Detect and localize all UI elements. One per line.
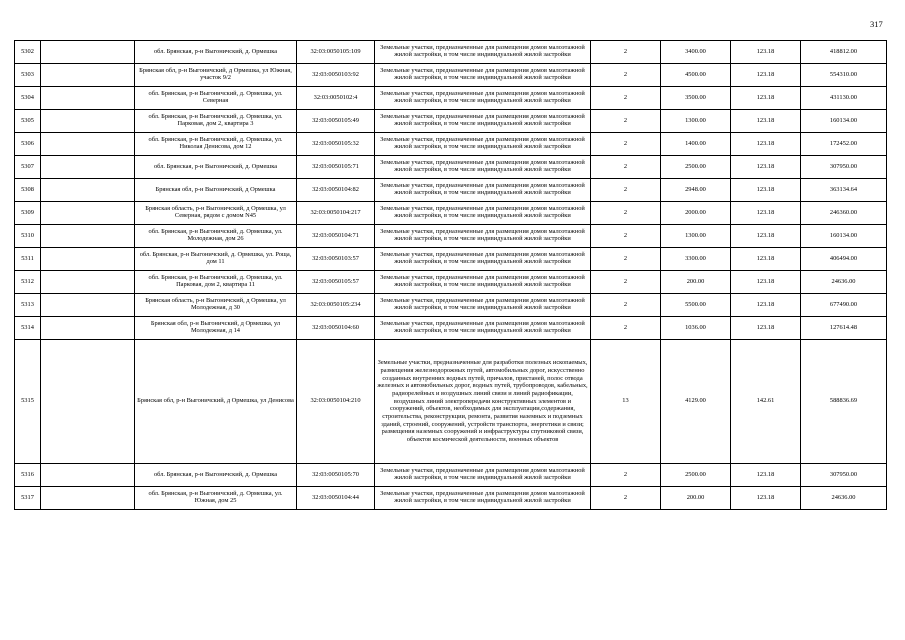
cadastral-value-cell: 406494.00	[801, 248, 887, 271]
cadastral-value-cell: 363134.64	[801, 179, 887, 202]
area-cell: 3300.00	[661, 248, 731, 271]
category-cell: 2	[591, 64, 661, 87]
address-cell: Брянская область, р-н Выгоничский, д Ормешка, ул Молодежная, д 30	[135, 294, 297, 317]
address-cell: Брянская обл, р-н Выгоничский, д Ормешка, ул Денисова	[135, 340, 297, 464]
permitted-use-cell: Земельные участки, предназначенные для размещения домов малоэтажной жилой застройки, в том числе индивидуальной жилой застройки	[375, 294, 591, 317]
category-cell: 2	[591, 487, 661, 510]
category-cell: 2	[591, 202, 661, 225]
empty-cell	[41, 317, 135, 340]
specific-value-cell: 142.61	[731, 340, 801, 464]
address-cell: обл. Брянская, р-н Выгоничский, д. Ормешка, ул. Молодежная, дом 26	[135, 225, 297, 248]
empty-cell	[41, 271, 135, 294]
permitted-use-cell: Земельные участки, предназначенные для размещения домов малоэтажной жилой застройки, в том числе индивидуальной жилой застройки	[375, 248, 591, 271]
table-row	[15, 340, 887, 464]
table-row	[15, 156, 887, 179]
area-cell: 2500.00	[661, 156, 731, 179]
specific-value-cell: 123.18	[731, 487, 801, 510]
row-number-cell: 5312	[15, 271, 41, 294]
cadastral-number-cell: 32:03:0050105:70	[297, 464, 375, 487]
cadastral-value-cell: 160134.00	[801, 110, 887, 133]
area-cell: 4129.00	[661, 340, 731, 464]
specific-value-cell: 123.18	[731, 87, 801, 110]
address-cell: обл. Брянская, р-н Выгоничский, д. Ормешка	[135, 156, 297, 179]
area-cell: 200.00	[661, 487, 731, 510]
cadastral-number-cell: 32:03:0050105:71	[297, 156, 375, 179]
row-number-cell: 5303	[15, 64, 41, 87]
cadastral-value-cell: 588836.69	[801, 340, 887, 464]
specific-value-cell: 123.18	[731, 202, 801, 225]
cadastral-value-cell: 677490.00	[801, 294, 887, 317]
row-number-cell: 5317	[15, 487, 41, 510]
permitted-use-cell: Земельные участки, предназначенные для размещения домов малоэтажной жилой застройки, в том числе индивидуальной жилой застройки	[375, 179, 591, 202]
cadastral-value-cell: 431130.00	[801, 87, 887, 110]
cadastral-number-cell: 32:03:0050105:234	[297, 294, 375, 317]
area-cell: 4500.00	[661, 64, 731, 87]
category-cell: 2	[591, 248, 661, 271]
address-cell: Брянская область, р-н Выгоничский, д Ормешка, ул Северная, рядом с домом N45	[135, 202, 297, 225]
row-number-cell: 5305	[15, 110, 41, 133]
permitted-use-cell: Земельные участки, предназначенные для размещения домов малоэтажной жилой застройки, в том числе индивидуальной жилой застройки	[375, 156, 591, 179]
cadastral-number-cell: 32:03:0050105:49	[297, 110, 375, 133]
cadastral-value-cell: 307950.00	[801, 464, 887, 487]
specific-value-cell: 123.18	[731, 317, 801, 340]
category-cell: 2	[591, 464, 661, 487]
table-row	[15, 64, 887, 87]
cadastral-value-cell: 24636.00	[801, 487, 887, 510]
specific-value-cell: 123.18	[731, 156, 801, 179]
area-cell: 1300.00	[661, 110, 731, 133]
cadastral-number-cell: 32:03:0050104:44	[297, 487, 375, 510]
area-cell: 2000.00	[661, 202, 731, 225]
permitted-use-cell: Земельные участки, предназначенные для размещения домов малоэтажной жилой застройки, в том числе индивидуальной жилой застройки	[375, 464, 591, 487]
address-cell: обл. Брянская, р-н Выгоничский, д. Ормешка, ул. Николая Денисова, дом 12	[135, 133, 297, 156]
row-number-cell: 5308	[15, 179, 41, 202]
table-row	[15, 110, 887, 133]
table-row	[15, 294, 887, 317]
cadastral-value-cell: 160134.00	[801, 225, 887, 248]
table-row	[15, 41, 887, 64]
specific-value-cell: 123.18	[731, 64, 801, 87]
empty-cell	[41, 202, 135, 225]
permitted-use-cell: Земельные участки, предназначенные для размещения домов малоэтажной жилой застройки, в том числе индивидуальной жилой застройки	[375, 271, 591, 294]
table-row	[15, 271, 887, 294]
address-cell: Брянская обл, р-н Выгоничский, д Ормешка, ул Южная, участок 9/2	[135, 64, 297, 87]
row-number-cell: 5307	[15, 156, 41, 179]
category-cell: 2	[591, 179, 661, 202]
area-cell: 3400.00	[661, 41, 731, 64]
specific-value-cell: 123.18	[731, 225, 801, 248]
row-number-cell: 5310	[15, 225, 41, 248]
permitted-use-cell: Земельные участки, предназначенные для размещения домов малоэтажной жилой застройки, в том числе индивидуальной жилой застройки	[375, 87, 591, 110]
cadastral-number-cell: 32:03:0050103:57	[297, 248, 375, 271]
row-number-cell: 5311	[15, 248, 41, 271]
category-cell: 2	[591, 317, 661, 340]
specific-value-cell: 123.18	[731, 41, 801, 64]
category-cell: 2	[591, 225, 661, 248]
table-row	[15, 202, 887, 225]
area-cell: 200.00	[661, 271, 731, 294]
area-cell: 1300.00	[661, 225, 731, 248]
area-cell: 1400.00	[661, 133, 731, 156]
row-number-cell: 5306	[15, 133, 41, 156]
category-cell: 2	[591, 271, 661, 294]
empty-cell	[41, 133, 135, 156]
address-cell: обл. Брянская, р-н Выгоничский, д. Ормешка, ул. Парковая, дом 2, квартира 3	[135, 110, 297, 133]
table-row	[15, 133, 887, 156]
category-cell: 2	[591, 110, 661, 133]
category-cell: 2	[591, 294, 661, 317]
cadastral-value-cell: 24636.00	[801, 271, 887, 294]
row-number-cell: 5314	[15, 317, 41, 340]
empty-cell	[41, 64, 135, 87]
cadastral-number-cell: 32:03:0050104:71	[297, 225, 375, 248]
cadastral-value-cell: 127614.48	[801, 317, 887, 340]
page-number: 317	[870, 19, 883, 29]
area-cell: 5500.00	[661, 294, 731, 317]
specific-value-cell: 123.18	[731, 248, 801, 271]
row-number-cell: 5313	[15, 294, 41, 317]
cadastral-number-cell: 32:03:0050104:82	[297, 179, 375, 202]
permitted-use-cell: Земельные участки, предназначенные для размещения домов малоэтажной жилой застройки, в том числе индивидуальной жилой застройки	[375, 41, 591, 64]
category-cell: 13	[591, 340, 661, 464]
address-cell: обл. Брянская, р-н Выгоничский, д. Ормешка, ул. Южная, дом 25	[135, 487, 297, 510]
specific-value-cell: 123.18	[731, 179, 801, 202]
land-plots-table	[14, 40, 887, 510]
specific-value-cell: 123.18	[731, 294, 801, 317]
permitted-use-cell: Земельные участки, предназначенные для размещения домов малоэтажной жилой застройки, в том числе индивидуальной жилой застройки	[375, 110, 591, 133]
category-cell: 2	[591, 156, 661, 179]
empty-cell	[41, 464, 135, 487]
specific-value-cell: 123.18	[731, 271, 801, 294]
permitted-use-cell: Земельные участки, предназначенные для размещения домов малоэтажной жилой застройки, в том числе индивидуальной жилой застройки	[375, 487, 591, 510]
cadastral-value-cell: 418812.00	[801, 41, 887, 64]
empty-cell	[41, 487, 135, 510]
table-row	[15, 87, 887, 110]
address-cell: Брянская обл, р-н Выгоничский, д Ормешка, ул Молодежная, д 14	[135, 317, 297, 340]
address-cell: обл. Брянская, р-н Выгоничский, д. Ормешка, ул. Северная	[135, 87, 297, 110]
cadastral-number-cell: 32:03:0050102:4	[297, 87, 375, 110]
row-number-cell: 5302	[15, 41, 41, 64]
area-cell: 3500.00	[661, 87, 731, 110]
address-cell: обл. Брянская, р-н Выгоничский, д. Ормешка	[135, 41, 297, 64]
permitted-use-cell: Земельные участки, предназначенные для размещения домов малоэтажной жилой застройки, в том числе индивидуальной жилой застройки	[375, 317, 591, 340]
table-row	[15, 317, 887, 340]
permitted-use-cell: Земельные участки, предназначенные для размещения домов малоэтажной жилой застройки, в том числе индивидуальной жилой застройки	[375, 64, 591, 87]
cadastral-number-cell: 32:03:0050104:217	[297, 202, 375, 225]
empty-cell	[41, 294, 135, 317]
cadastral-value-cell: 172452.00	[801, 133, 887, 156]
specific-value-cell: 123.18	[731, 464, 801, 487]
permitted-use-cell: Земельные участки, предназначенные для размещения домов малоэтажной жилой застройки, в том числе индивидуальной жилой застройки	[375, 225, 591, 248]
specific-value-cell: 123.18	[731, 110, 801, 133]
cadastral-number-cell: 32:03:0050105:109	[297, 41, 375, 64]
empty-cell	[41, 110, 135, 133]
area-cell: 2500.00	[661, 464, 731, 487]
table-row	[15, 487, 887, 510]
cadastral-value-cell: 307950.00	[801, 156, 887, 179]
table-row	[15, 225, 887, 248]
empty-cell	[41, 156, 135, 179]
empty-cell	[41, 41, 135, 64]
address-cell: обл. Брянская, р-н Выгоничский, д. Ормешка	[135, 464, 297, 487]
permitted-use-cell: Земельные участки, предназначенные для разработки полезных ископаемых, размещения железнодорожных путей, автомобильных дорог, искусственно созданных внутренних водных путей, причалов, пристаней, полос отвода железных и автомобильных дорог, водных путей, трубопроводов, кабельных, радиорелейных и воздушных линий связи и линий радиофикации, воздушных линий электропередачи конструктивных элементов и сооружений, объектов, необходимых для эксплуатации,содержания, строительства, реконструкции, ремонта, развития наземных и подземных зданий, строений, сооружений, устройств транспорта, энергетики и связи; размещения наземных сооружений и инфраструктуры спутниковой связи, объектов космической деятельности, военных объектов	[375, 340, 591, 464]
category-cell: 2	[591, 133, 661, 156]
permitted-use-cell: Земельные участки, предназначенные для размещения домов малоэтажной жилой застройки, в том числе индивидуальной жилой застройки	[375, 133, 591, 156]
empty-cell	[41, 87, 135, 110]
row-number-cell: 5315	[15, 340, 41, 464]
address-cell: Брянская обл, р-н Выгоничский, д Ормешка	[135, 179, 297, 202]
cadastral-number-cell: 32:03:0050105:32	[297, 133, 375, 156]
area-cell: 1036.00	[661, 317, 731, 340]
cadastral-value-cell: 246360.00	[801, 202, 887, 225]
table-row	[15, 464, 887, 487]
specific-value-cell: 123.18	[731, 133, 801, 156]
row-number-cell: 5309	[15, 202, 41, 225]
empty-cell	[41, 179, 135, 202]
table-row	[15, 248, 887, 271]
permitted-use-cell: Земельные участки, предназначенные для размещения домов малоэтажной жилой застройки, в том числе индивидуальной жилой застройки	[375, 202, 591, 225]
row-number-cell: 5304	[15, 87, 41, 110]
address-cell: обл. Брянская, р-н Выгоничский, д. Ормешка, ул. Роща, дом 11	[135, 248, 297, 271]
category-cell: 2	[591, 41, 661, 64]
empty-cell	[41, 248, 135, 271]
empty-cell	[41, 340, 135, 464]
cadastral-number-cell: 32:03:0050104:60	[297, 317, 375, 340]
cadastral-number-cell: 32:03:0050105:57	[297, 271, 375, 294]
row-number-cell: 5316	[15, 464, 41, 487]
category-cell: 2	[591, 87, 661, 110]
cadastral-value-cell: 554310.00	[801, 64, 887, 87]
empty-cell	[41, 225, 135, 248]
cadastral-number-cell: 32:03:0050104:210	[297, 340, 375, 464]
table-row	[15, 179, 887, 202]
cadastral-number-cell: 32:03:0050103:92	[297, 64, 375, 87]
area-cell: 2948.00	[661, 179, 731, 202]
address-cell: обл. Брянская, р-н Выгоничский, д. Ормешка, ул. Парковая, дом 2, квартира 11	[135, 271, 297, 294]
